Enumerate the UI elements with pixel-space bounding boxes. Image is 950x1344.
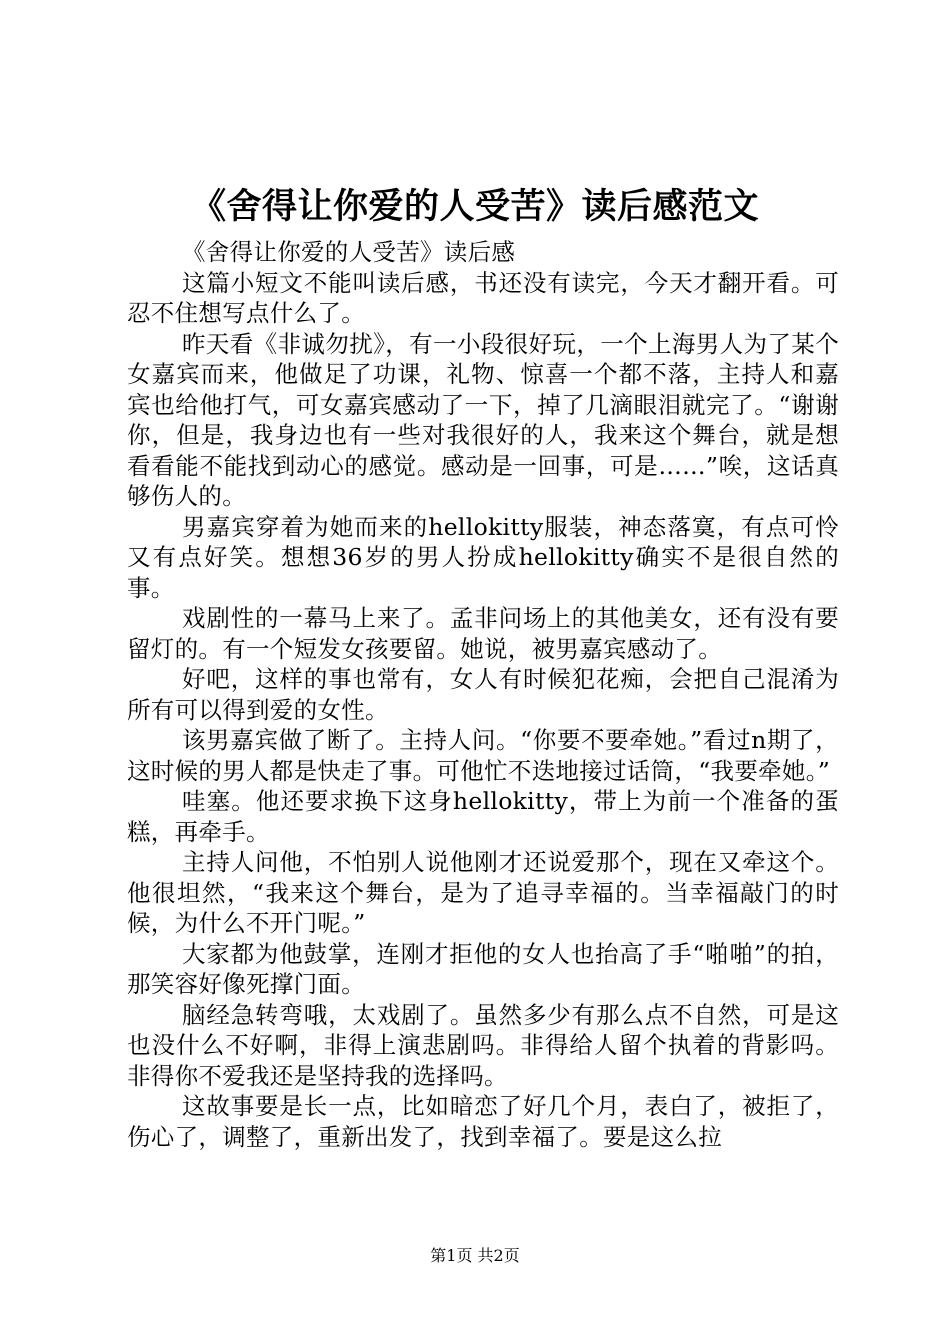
paragraph: 脑经急转弯哦，太戏剧了。虽然多少有那么点不自然，可是这也没什么不好啊，非得上演悲剧吗。非得给人留个执着的背影吗。非得你不爱我还是坚持我的选择吗。: [127, 1000, 839, 1090]
paragraph: 主持人问他，不怕别人说他刚才还说爱那个，现在又牵这个。他很坦然，“我来这个舞台，是为了追寻幸福的。当幸福敲门的时候，为什么不开门呢。”: [127, 848, 839, 937]
paragraph: 该男嘉宾做了断了。主持人问。“你要不要牵她。”看过n期了，这时候的男人都是快走了事。可他忙不迭地接过话筒，“我要牵她。”: [127, 726, 839, 785]
paragraph: 这篇小短文不能叫读后感，书还没有读完，今天才翻开看。可忍不住想写点什么了。: [127, 268, 839, 327]
page-number-footer: 第1页 共2页: [430, 1246, 520, 1265]
paragraph: 哇塞。他还要求换下这身hellokitty，带上为前一个准备的蛋糕，再牵手。: [127, 787, 839, 846]
paragraph: 男嘉宾穿着为她而来的hellokitty服装，神态落寞，有点可怜又有点好笑。想想36岁的男人扮成hellokitty确实不是很自然的事。: [127, 512, 839, 602]
paragraph: 好吧，这样的事也常有，女人有时候犯花痴，会把自己混淆为所有可以得到爱的女性。: [127, 665, 839, 724]
document-body: [127, 237, 839, 1152]
paragraph: 昨天看《非诚勿扰》，有一小段很好玩，一个上海男人为了某个女嘉宾而来，他做足了功课，礼物、惊喜一个都不落，主持人和嘉宾也给他打气，可女嘉宾感动了一下，掉了几滴眼泪就完了。“谢谢你，但是，我身边也有一些对我很好的人，我来这个舞台，就是想看看能不能找到动心的感觉。感动是一回事，可是……”唉，这话真够伤人的。: [127, 329, 839, 510]
document-title: 《舍得让你爱的人受苦》读后感范文: [190, 186, 759, 227]
paragraph: 《舍得让你爱的人受苦》读后感: [182, 238, 516, 266]
paragraph: 大家都为他鼓掌，连刚才拒他的女人也抬高了手“啪啪”的拍，那笑容好像死撑门面。: [127, 939, 839, 998]
paragraph: 戏剧性的一幕马上来了。孟非问场上的其他美女，还有没有要留灯的。有一个短发女孩要留。她说，被男嘉宾感动了。: [127, 604, 839, 663]
paragraph: 这故事要是长一点，比如暗恋了好几个月，表白了，被拒了，伤心了，调整了，重新出发了，找到幸福了。要是这么拉: [127, 1092, 839, 1151]
